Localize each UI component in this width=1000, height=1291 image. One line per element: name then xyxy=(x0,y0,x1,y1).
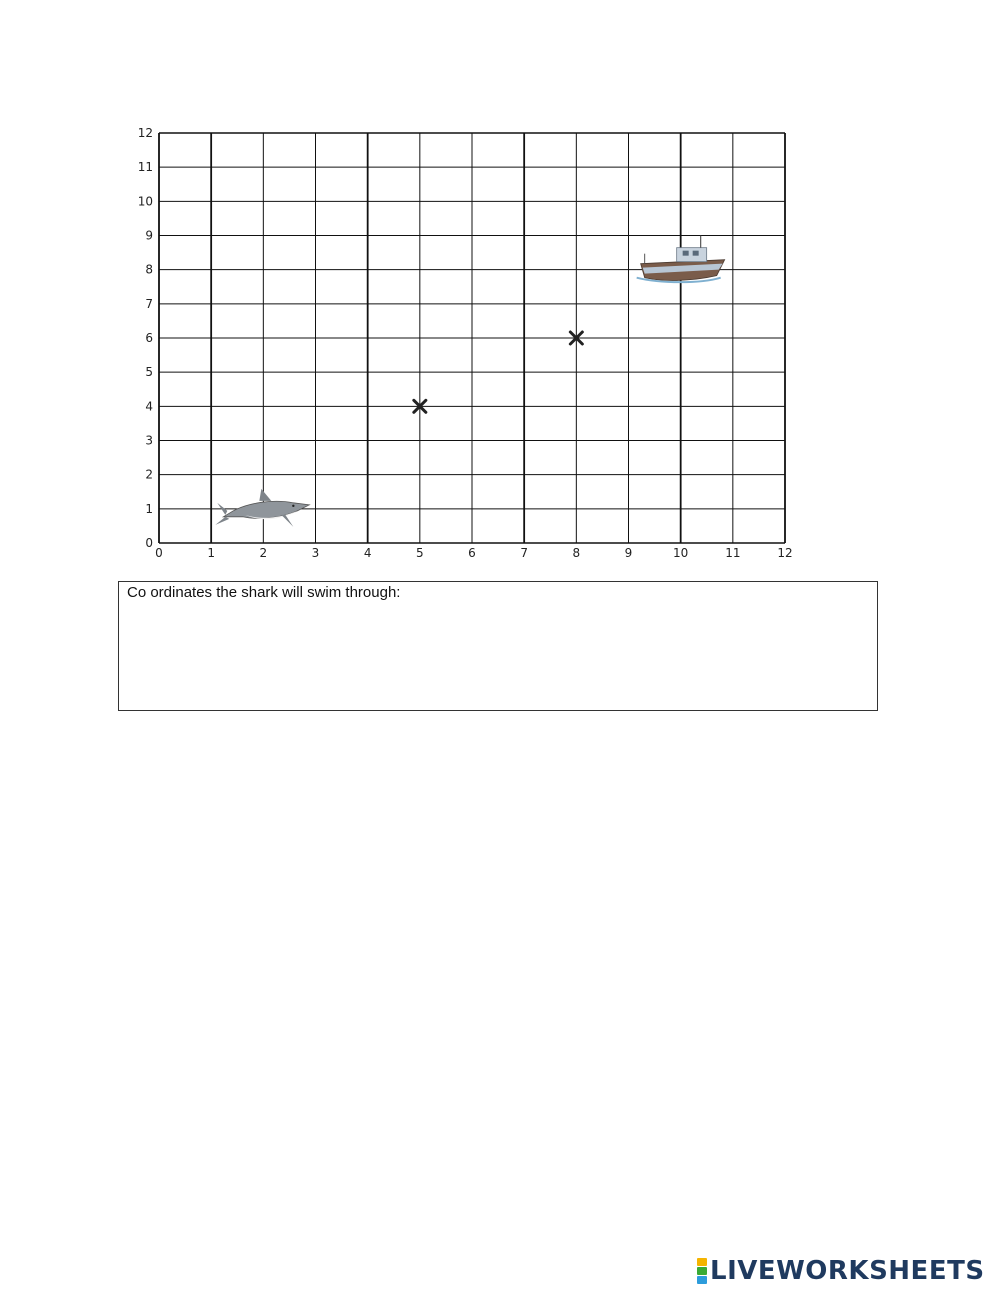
logo-block xyxy=(697,1258,707,1266)
y-tick-label: 3 xyxy=(145,433,153,448)
x-tick-label: 3 xyxy=(311,546,320,560)
x-tick-label: 7 xyxy=(520,546,528,560)
x-tick-label: 6 xyxy=(468,546,476,560)
x-tick-label: 4 xyxy=(363,546,372,560)
plot-pictures xyxy=(215,236,724,527)
x-tick-label: 5 xyxy=(416,546,424,560)
y-tick-label: 10 xyxy=(137,194,153,209)
answer-label: Co ordinates the shark will swim through: xyxy=(127,584,401,601)
x-tick-label: 0 xyxy=(155,546,163,560)
x-tick-label: 9 xyxy=(624,546,633,560)
y-tick-label: 6 xyxy=(145,331,153,345)
y-tick-label: 9 xyxy=(145,228,153,243)
y-tick-label: 2 xyxy=(145,467,153,482)
liveworksheets-logo xyxy=(697,1256,985,1286)
y-tick-label: 11 xyxy=(137,160,153,175)
x-tick-label: 12 xyxy=(777,546,793,560)
x-axis-ticks xyxy=(155,546,792,560)
grid-lines xyxy=(159,133,785,543)
logo-text: LIVEWORKSHEETS xyxy=(710,1256,985,1286)
y-tick-label: 5 xyxy=(145,365,153,380)
y-tick-label: 8 xyxy=(145,262,153,277)
x-tick-label: 1 xyxy=(207,546,215,560)
logo-block xyxy=(697,1276,707,1284)
y-axis-ticks xyxy=(138,126,153,550)
y-tick-label: 1 xyxy=(145,501,153,516)
x-tick-label: 11 xyxy=(725,546,741,560)
x-tick-label: 8 xyxy=(572,546,581,560)
liveworksheets-logo-icon xyxy=(697,1258,707,1284)
x-tick-label: 2 xyxy=(259,546,268,560)
y-tick-label: 7 xyxy=(145,296,153,311)
answer-box xyxy=(118,581,878,711)
x-tick-label: 10 xyxy=(673,546,689,560)
logo-block xyxy=(697,1267,707,1275)
y-tick-label: 0 xyxy=(145,536,153,550)
y-tick-label: 4 xyxy=(145,399,153,414)
coordinate-grid xyxy=(0,0,1000,570)
y-tick-label: 12 xyxy=(137,126,153,140)
answer-input[interactable] xyxy=(127,608,869,702)
shark-icon xyxy=(215,489,309,527)
